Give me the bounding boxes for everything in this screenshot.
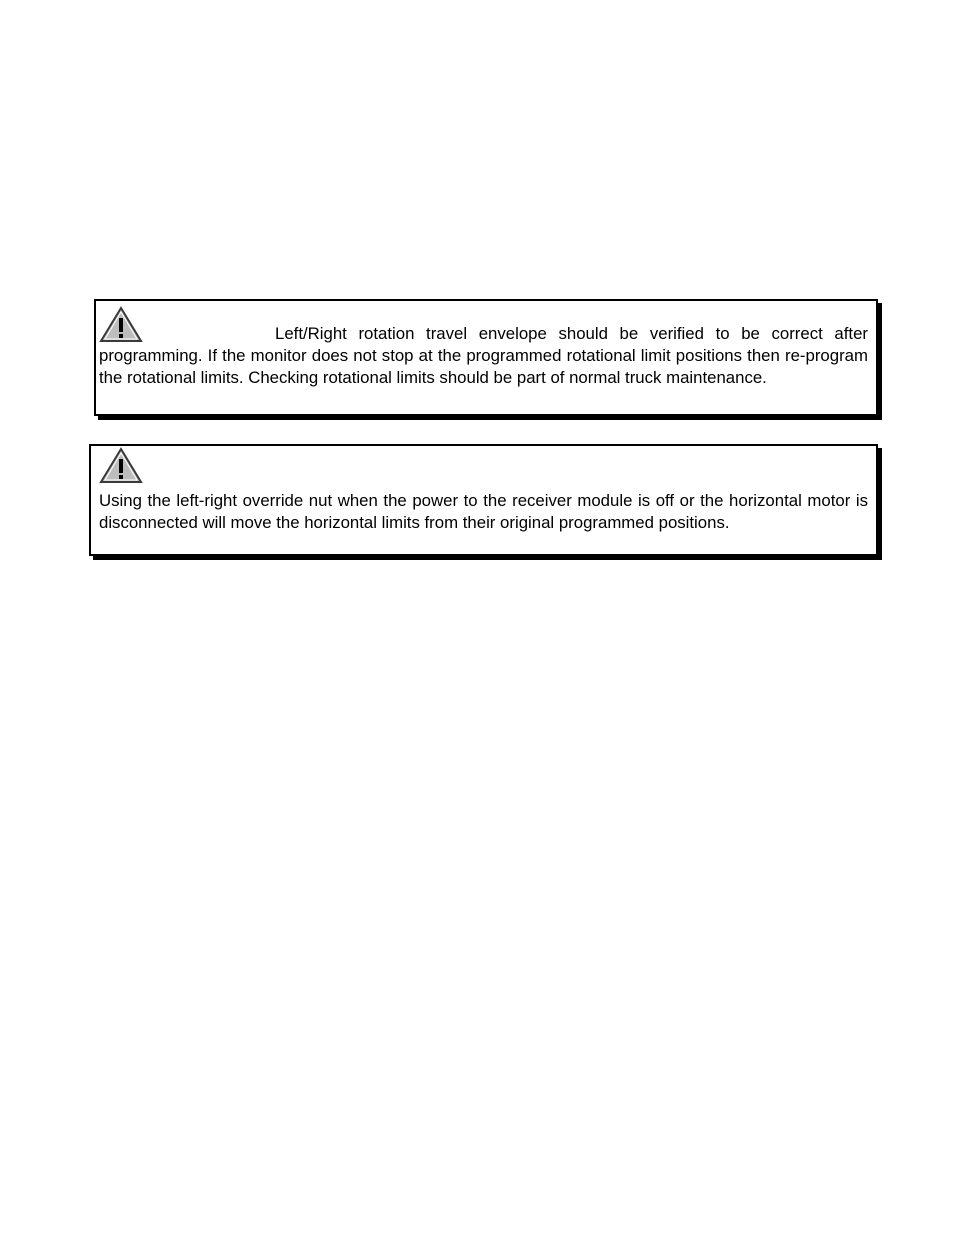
caution-notice-override-nut [89,444,878,556]
notice-text: Left/Right rotation travel envelope should be verified to be correct after programming. If the monitor does not stop at the programmed rotational limit positions then re-program the rotational limits. Checking rotational limits should be part of normal truck maintenance. [99,324,868,387]
warning-triangle-icon [99,447,143,485]
caution-notice-rotation-limits [94,299,878,416]
notice-text: Using the left-right override nut when the power to the receiver module is off or the horizontal motor is disconnected will move the horizontal limits from their original programmed positions. [99,491,868,532]
